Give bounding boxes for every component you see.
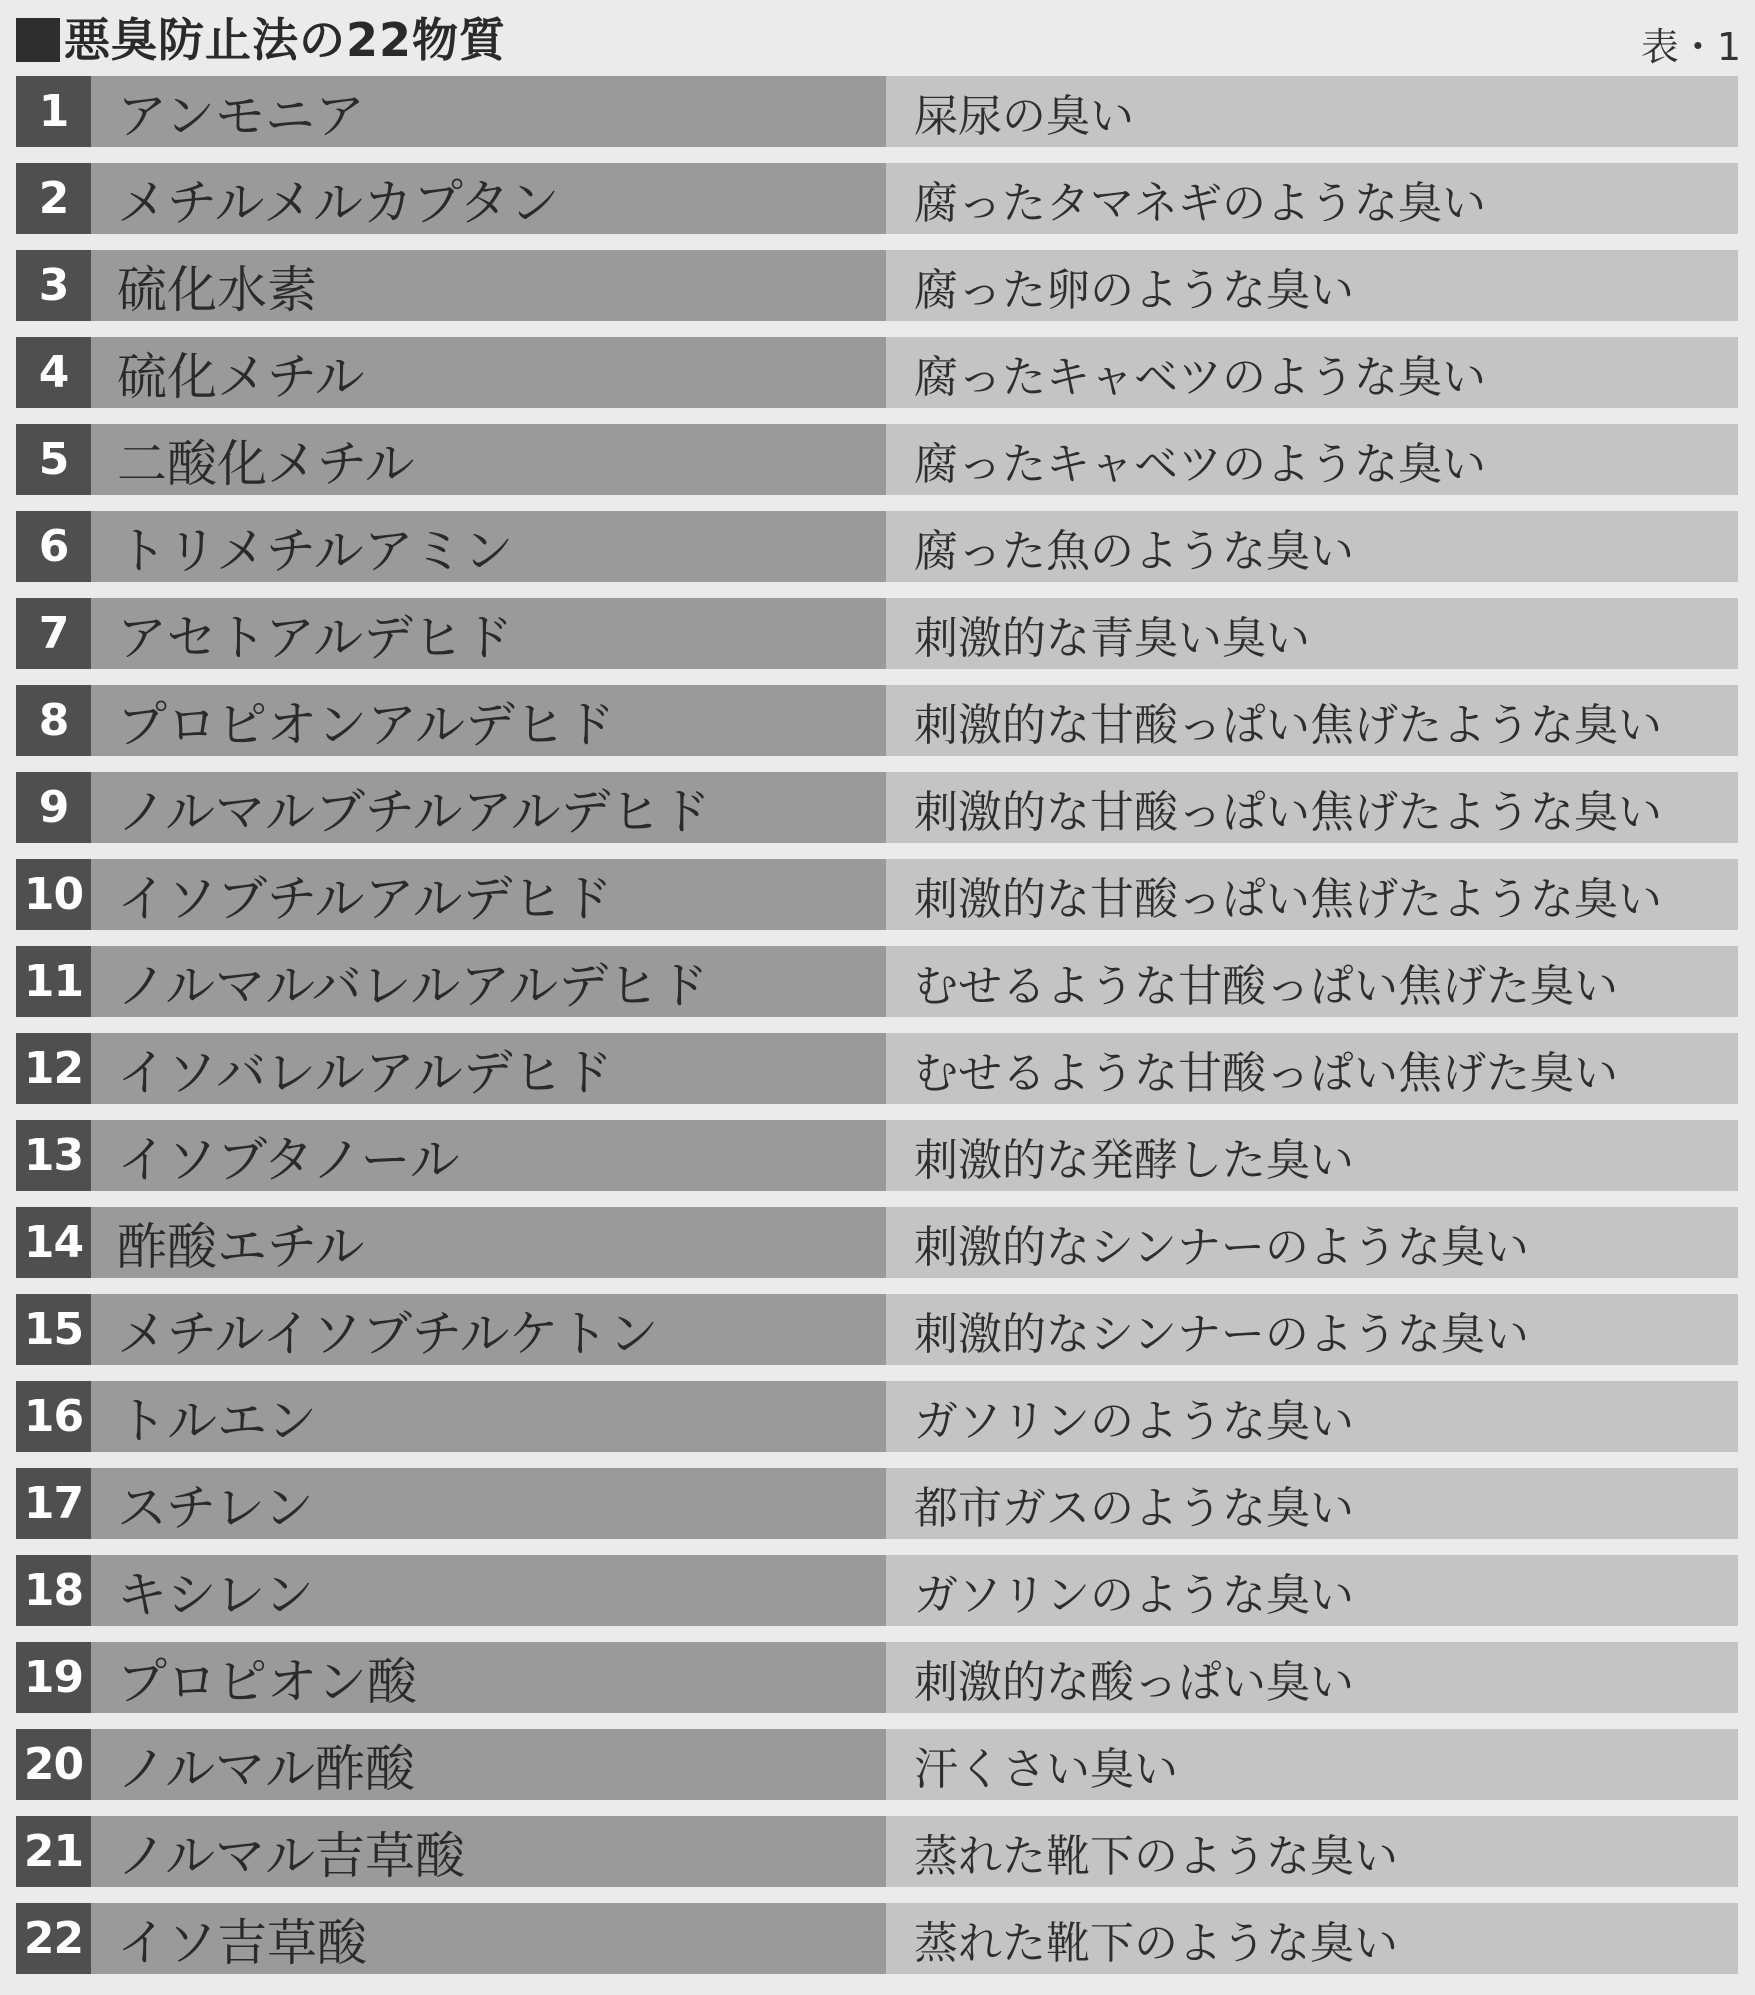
odor-description: 腐ったキャベツのような臭い xyxy=(886,424,1738,495)
black-square-icon xyxy=(16,18,60,62)
row-number: 12 xyxy=(16,1033,91,1104)
row-number: 19 xyxy=(16,1642,91,1713)
row-number: 20 xyxy=(16,1729,91,1800)
odor-description: 汗くさい臭い xyxy=(886,1729,1738,1800)
table-row xyxy=(16,772,1738,843)
odor-description: 刺激的な甘酸っぱい焦げたような臭い xyxy=(886,859,1738,930)
table-row xyxy=(16,1729,1738,1800)
odor-description: 腐った卵のような臭い xyxy=(886,250,1738,321)
table-row xyxy=(16,1555,1738,1626)
odor-description: むせるような甘酸っぱい焦げた臭い xyxy=(886,1033,1738,1104)
odor-description: 屎尿の臭い xyxy=(886,76,1738,147)
odor-description: 蒸れた靴下のような臭い xyxy=(886,1903,1738,1974)
row-number: 18 xyxy=(16,1555,91,1626)
substance-name: イソ吉草酸 xyxy=(91,1903,886,1974)
substance-name: 二酸化メチル xyxy=(91,424,886,495)
table-row xyxy=(16,1207,1738,1278)
table-row xyxy=(16,76,1738,147)
table-row xyxy=(16,1033,1738,1104)
substance-name: 硫化水素 xyxy=(91,250,886,321)
row-number: 2 xyxy=(16,163,91,234)
odor-description: 腐ったタマネギのような臭い xyxy=(886,163,1738,234)
row-number: 14 xyxy=(16,1207,91,1278)
odor-description: 都市ガスのような臭い xyxy=(886,1468,1738,1539)
table-row xyxy=(16,424,1738,495)
odor-substance-table xyxy=(16,76,1738,1990)
odor-description: 刺激的な発酵した臭い xyxy=(886,1120,1738,1191)
row-number: 16 xyxy=(16,1381,91,1452)
substance-name: スチレン xyxy=(91,1468,886,1539)
substance-name: キシレン xyxy=(91,1555,886,1626)
row-number: 8 xyxy=(16,685,91,756)
substance-name: イソブチルアルデヒド xyxy=(91,859,886,930)
table-row xyxy=(16,1381,1738,1452)
table-row xyxy=(16,1903,1738,1974)
odor-description: 刺激的な青臭い臭い xyxy=(886,598,1738,669)
substance-name: イソバレルアルデヒド xyxy=(91,1033,886,1104)
odor-description: 刺激的なシンナーのような臭い xyxy=(886,1294,1738,1365)
table-row xyxy=(16,1816,1738,1887)
table-row xyxy=(16,598,1738,669)
table-row xyxy=(16,1642,1738,1713)
table-row xyxy=(16,250,1738,321)
substance-name: 酢酸エチル xyxy=(91,1207,886,1278)
substance-name: プロピオンアルデヒド xyxy=(91,685,886,756)
row-number: 11 xyxy=(16,946,91,1017)
odor-description: 刺激的な甘酸っぱい焦げたような臭い xyxy=(886,772,1738,843)
table-row xyxy=(16,1468,1738,1539)
table-row xyxy=(16,946,1738,1017)
substance-name: 硫化メチル xyxy=(91,337,886,408)
row-number: 3 xyxy=(16,250,91,321)
table-row xyxy=(16,337,1738,408)
page-title: 悪臭防止法の22物質 xyxy=(64,13,507,67)
row-number: 22 xyxy=(16,1903,91,1974)
odor-description: ガソリンのような臭い xyxy=(886,1555,1738,1626)
odor-description: むせるような甘酸っぱい焦げた臭い xyxy=(886,946,1738,1017)
substance-name: ノルマル吉草酸 xyxy=(91,1816,886,1887)
odor-description: 腐った魚のような臭い xyxy=(886,511,1738,582)
row-number: 13 xyxy=(16,1120,91,1191)
odor-description: 腐ったキャベツのような臭い xyxy=(886,337,1738,408)
title-wrap xyxy=(16,12,506,68)
substance-name: メチルイソブチルケトン xyxy=(91,1294,886,1365)
row-number: 17 xyxy=(16,1468,91,1539)
row-number: 15 xyxy=(16,1294,91,1365)
substance-name: ノルマルブチルアルデヒド xyxy=(91,772,886,843)
row-number: 10 xyxy=(16,859,91,930)
table-row xyxy=(16,685,1738,756)
table-row xyxy=(16,1294,1738,1365)
odor-description: 刺激的なシンナーのような臭い xyxy=(886,1207,1738,1278)
odor-description: 蒸れた靴下のような臭い xyxy=(886,1816,1738,1887)
page-header xyxy=(16,4,1741,70)
substance-name: プロピオン酸 xyxy=(91,1642,886,1713)
substance-name: ノルマルバレルアルデヒド xyxy=(91,946,886,1017)
row-number: 5 xyxy=(16,424,91,495)
table-row xyxy=(16,511,1738,582)
table-row xyxy=(16,163,1738,234)
row-number: 4 xyxy=(16,337,91,408)
row-number: 1 xyxy=(16,76,91,147)
substance-name: アセトアルデヒド xyxy=(91,598,886,669)
odor-description: ガソリンのような臭い xyxy=(886,1381,1738,1452)
substance-name: メチルメルカプタン xyxy=(91,163,886,234)
row-number: 7 xyxy=(16,598,91,669)
row-number: 21 xyxy=(16,1816,91,1887)
substance-name: イソブタノール xyxy=(91,1120,886,1191)
odor-description: 刺激的な酸っぱい臭い xyxy=(886,1642,1738,1713)
substance-name: ノルマル酢酸 xyxy=(91,1729,886,1800)
table-row xyxy=(16,859,1738,930)
table-row xyxy=(16,1120,1738,1191)
row-number: 9 xyxy=(16,772,91,843)
substance-name: アンモニア xyxy=(91,76,886,147)
odor-description: 刺激的な甘酸っぱい焦げたような臭い xyxy=(886,685,1738,756)
table-number-label: 表・1 xyxy=(1640,25,1741,69)
row-number: 6 xyxy=(16,511,91,582)
substance-name: トリメチルアミン xyxy=(91,511,886,582)
substance-name: トルエン xyxy=(91,1381,886,1452)
